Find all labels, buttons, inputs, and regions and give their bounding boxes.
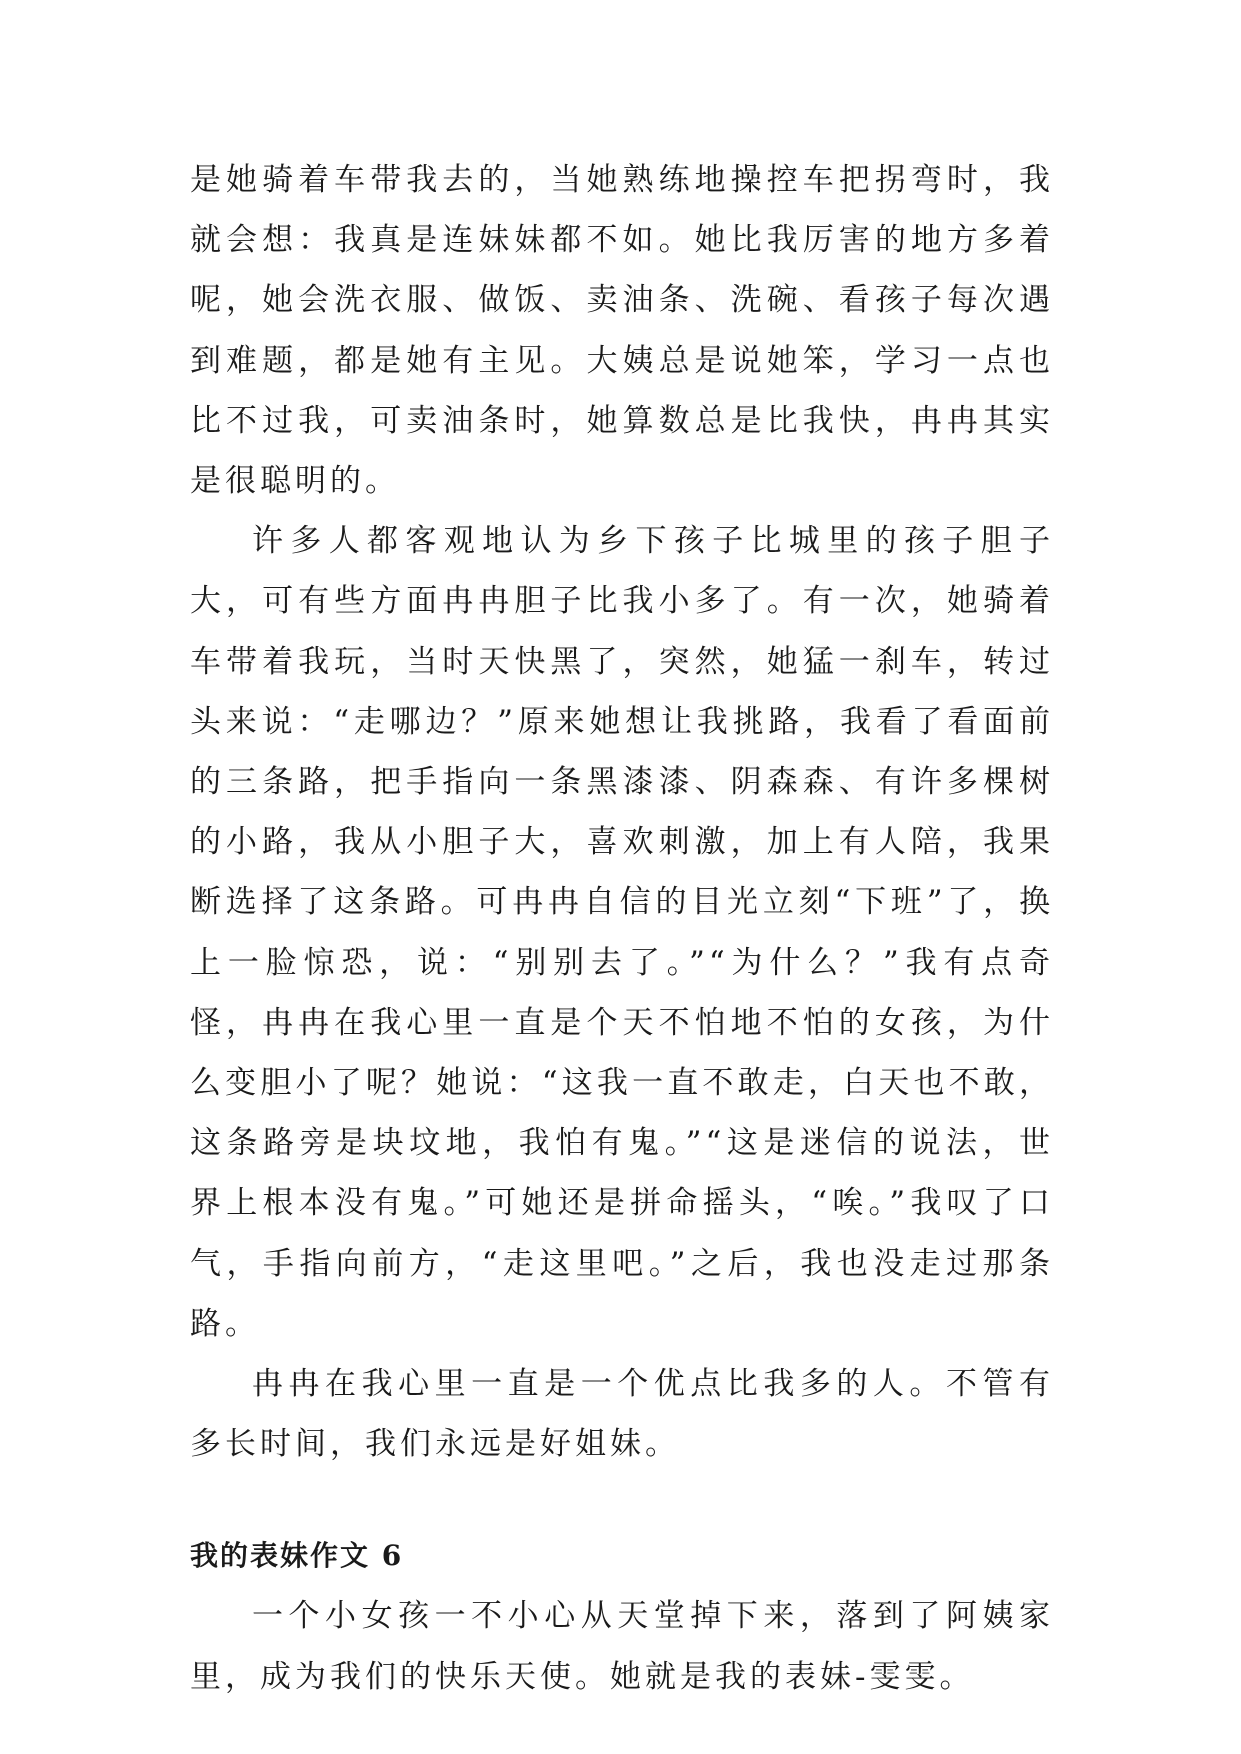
section-title: 我的表妹作文 6 [190, 1539, 404, 1573]
document-body [190, 150, 1054, 1707]
paragraph-1: 是她骑着车带我去的，当她熟练地操控车把拐弯时，我就会想：我真是连妹妹都不如。她比我厉害的地方多着呢，她会洗衣服、做饭、卖油条、洗碗、看孩子每次遇到难题，都是她有主见。大姨总是说她笨，学习一点也比不过我，可卖油条时，她算数总是比我快，冉冉其实是很聪明的。 [190, 162, 1054, 500]
paragraph-2: 许多人都客观地认为乡下孩子比城里的孩子胆子大，可有些方面冉冉胆子比我小多了。有一次，她骑着车带着我玩，当时天快黑了，突然，她猛一刹车，转过头来说：“走哪边？”原来她想让我挑路，我看了看面前的三条路，把手指向一条黑漆漆、阴森森、有许多棵树的小路，我从小胆子大，喜欢刺激，加上有人陪，我果断选择了这条路。可冉冉自信的目光立刻“下班”了，换上一脸惊恐，说：“别别去了。”“为什么？”我有点奇怪，冉冉在我心里一直是个天不怕地不怕的女孩，为什么变胆小了呢？她说：“这我一直不敢走，白天也不敢，这条路旁是块坟地，我怕有鬼。”“这是迷信的说法，世界上根本没有鬼。”可她还是拼命摇头，“唉。”我叹了口气，手指向前方，“走这里吧。”之后，我也没走过那条路。 [190, 523, 1054, 1342]
paragraph-3: 冉冉在我心里一直是一个优点比我多的人。不管有多长时间，我们永远是好姐妹。 [190, 1366, 1054, 1463]
paragraph-4: 一个小女孩一不小心从天堂掉下来，落到了阿姨家里，成为我们的快乐天使。她就是我的表妹-雯雯。 [190, 1598, 1054, 1695]
